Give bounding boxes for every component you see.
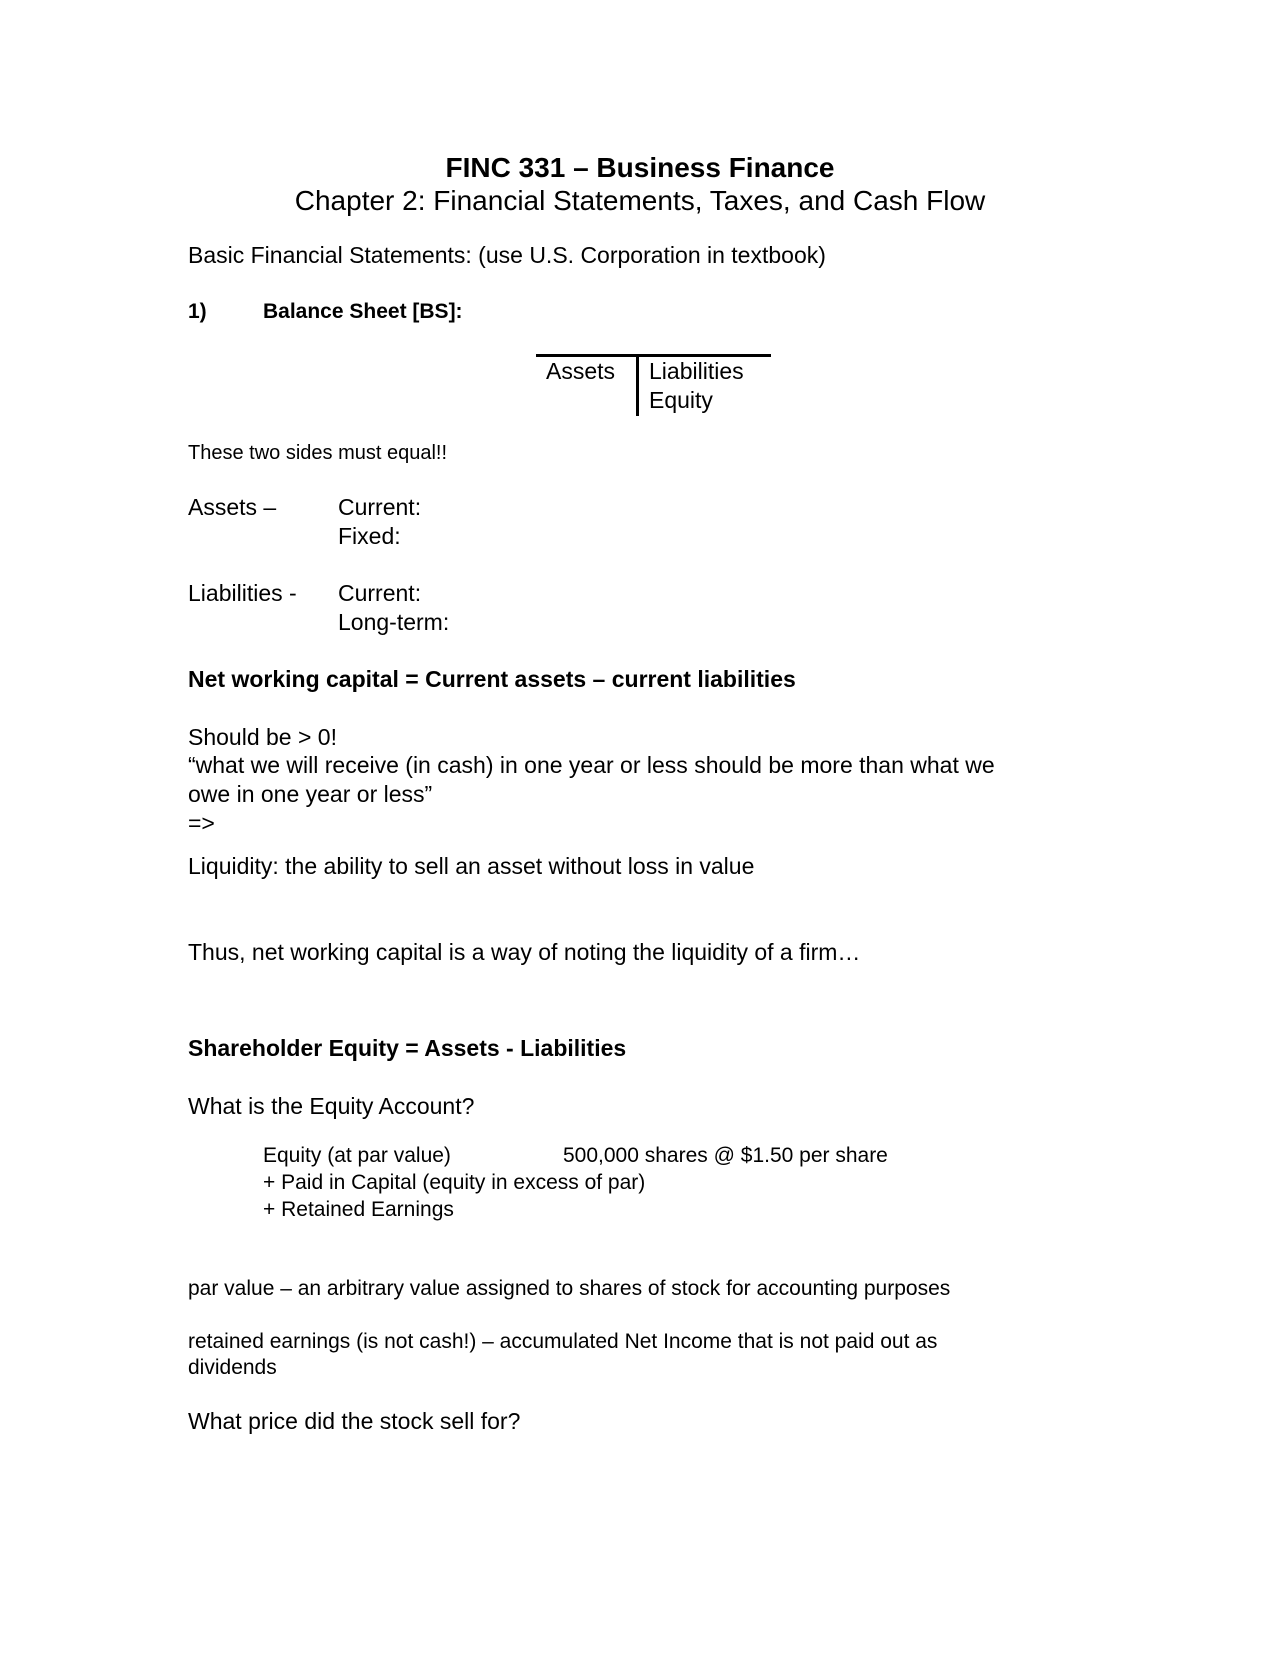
equity-paid-in-capital: + Paid in Capital (equity in excess of par): [263, 1171, 646, 1194]
equity-retained-earnings: + Retained Earnings: [263, 1198, 454, 1221]
equity-formula: Shareholder Equity = Assets - Liabilities: [188, 1035, 627, 1061]
arrow-text: =>: [188, 810, 215, 836]
page-title: FINC 331 – Business Finance: [445, 152, 835, 183]
assets-current: Current:: [338, 494, 422, 520]
section-heading: Balance Sheet [BS]:: [263, 300, 463, 323]
quote-line-1: “what we will receive (in cash) in one year or less should be more than what we: [188, 752, 995, 778]
intro-text: Basic Financial Statements: (use U.S. Corporation in textbook): [188, 242, 826, 268]
equity-question: What is the Equity Account?: [188, 1093, 475, 1119]
liabilities-long-term: Long-term:: [338, 609, 450, 635]
retained-definition-line-2: dividends: [188, 1356, 277, 1379]
t-account-top-line: [536, 354, 771, 357]
assets-label: Assets –: [188, 494, 277, 520]
par-value-definition: par value – an arbitrary value assigned to shares of stock for accounting purposes: [188, 1277, 951, 1300]
quote-line-2: owe in one year or less”: [188, 781, 433, 807]
liabilities-current: Current:: [338, 580, 422, 606]
price-question: What price did the stock sell for?: [188, 1408, 521, 1434]
should-be-text: Should be > 0!: [188, 724, 337, 750]
retained-definition-line-1: retained earnings (is not cash!) – accumulated Net Income that is not paid out as: [188, 1330, 938, 1353]
t-account-assets: Assets: [546, 358, 616, 384]
equity-par-label: Equity (at par value): [263, 1144, 451, 1167]
nwc-formula: Net working capital = Current assets – current liabilities: [188, 666, 796, 692]
t-account-liabilities: Liabilities: [649, 358, 744, 384]
note-equal: These two sides must equal!!: [188, 442, 448, 464]
page-subtitle: Chapter 2: Financial Statements, Taxes, and Cash Flow: [294, 185, 986, 216]
equity-par-value: 500,000 shares @ $1.50 per share: [563, 1144, 888, 1167]
section-number: 1): [188, 300, 207, 323]
liabilities-label: Liabilities -: [188, 580, 297, 606]
assets-fixed: Fixed:: [338, 523, 401, 549]
thus-text: Thus, net working capital is a way of noting the liquidity of a firm…: [188, 939, 861, 965]
t-account-equity: Equity: [649, 387, 713, 413]
t-account-divider: [636, 354, 639, 416]
liquidity-definition: Liquidity: the ability to sell an asset without loss in value: [188, 853, 755, 879]
